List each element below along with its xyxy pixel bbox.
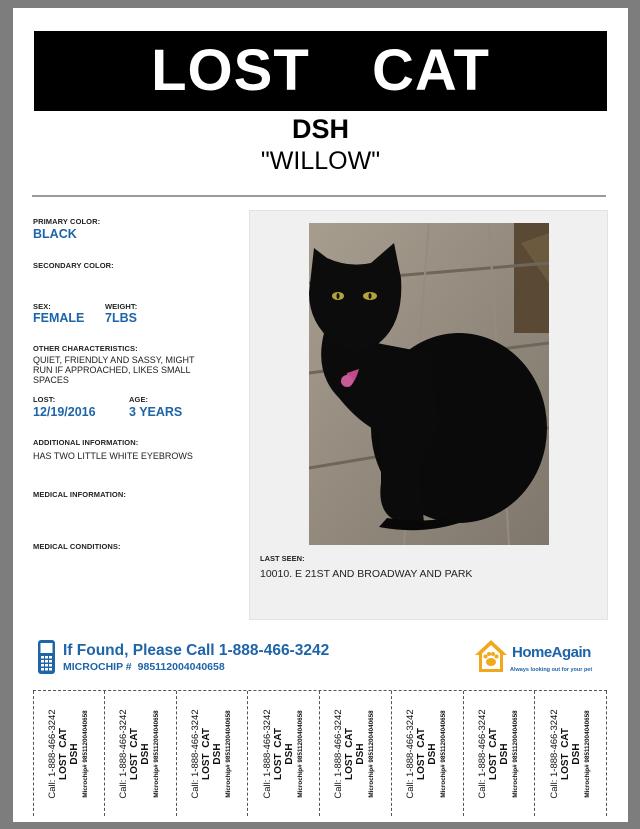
house-paw-icon <box>473 638 509 674</box>
tear-tab[interactable] <box>177 691 249 816</box>
homeagain-logo <box>473 638 613 684</box>
tear-tab-breed: DSH <box>283 742 295 765</box>
pet-name: "WILLOW" <box>260 147 381 175</box>
additional-info-value: HAS TWO LITTLE WHITE EYEBROWS <box>33 451 193 461</box>
tear-tab-call: Call: 1-888-466-3242 <box>405 708 417 799</box>
tear-tab-microchip: Microchip# 985112004040658 <box>368 709 376 798</box>
tear-tab-microchip: Microchip# 985112004040658 <box>153 709 161 798</box>
tear-tab-text <box>47 698 91 810</box>
tear-tab-text <box>549 698 593 810</box>
tear-tab-lost-cat: LOST CAT <box>272 727 284 780</box>
tear-tab-lost-cat: LOST CAT <box>487 727 499 780</box>
microchip-number: 985112004040658 <box>137 661 225 673</box>
tear-tab-breed: DSH <box>570 742 582 765</box>
other-characteristics-label: OTHER CHARACTERISTICS: <box>33 344 138 353</box>
age-label: AGE: <box>129 395 149 404</box>
cat-photo <box>309 223 549 545</box>
primary-color-label: PRIMARY COLOR: <box>33 217 101 226</box>
tear-tab[interactable] <box>33 691 105 816</box>
microchip-label: MICROCHIP # <box>63 661 132 673</box>
tear-tab[interactable] <box>320 691 392 816</box>
tear-tab-call: Call: 1-888-466-3242 <box>118 708 130 799</box>
medical-conditions-label: MEDICAL CONDITIONS: <box>33 542 121 551</box>
secondary-color-label: SECONDARY COLOR: <box>33 261 114 270</box>
tear-tab[interactable] <box>535 691 607 816</box>
tear-tab-breed: DSH <box>211 742 223 765</box>
other-characteristics-value: QUIET, FRIENDLY AND SASSY, MIGHT RUN IF APPROACHED, LIKES SMALL SPACES <box>33 355 195 385</box>
medical-info-label: MEDICAL INFORMATION: <box>33 490 126 499</box>
tear-tab-lost-cat: LOST CAT <box>129 727 141 780</box>
tear-tab-lost-cat: LOST CAT <box>200 727 212 780</box>
tear-tab-text <box>262 698 306 810</box>
tear-tab[interactable] <box>248 691 320 816</box>
sex-label: SEX: <box>33 302 51 311</box>
tear-tab-text <box>118 698 162 810</box>
flyer-sheet <box>13 8 628 822</box>
weight-label: WEIGHT: <box>105 302 138 311</box>
tear-tab-breed: DSH <box>140 742 152 765</box>
primary-color-value: BLACK <box>33 227 77 241</box>
last-seen-value: 10010. E 21ST AND BROADWAY AND PARK <box>260 568 473 580</box>
tear-tab-microchip: Microchip# 985112004040658 <box>511 709 519 798</box>
tear-tab[interactable] <box>464 691 536 816</box>
tear-tab-breed: DSH <box>68 742 80 765</box>
tear-tab-lost-cat: LOST CAT <box>559 727 571 780</box>
tear-tab-microchip: Microchip# 985112004040658 <box>81 709 89 798</box>
age-value: 3 YEARS <box>129 405 183 419</box>
homeagain-name: HomeAgain <box>512 644 591 661</box>
tear-tab-lost-cat: LOST CAT <box>416 727 428 780</box>
found-call-text: If Found, Please Call 1-888-466-3242 <box>63 642 330 659</box>
tear-tab-breed: DSH <box>355 742 367 765</box>
tear-tab-call: Call: 1-888-466-3242 <box>333 708 345 799</box>
tear-off-tabs <box>33 690 607 816</box>
tear-tab-microchip: Microchip# 985112004040658 <box>583 709 591 798</box>
microchip-line <box>63 661 225 673</box>
tear-tab[interactable] <box>105 691 177 816</box>
tear-tab-call: Call: 1-888-466-3242 <box>189 708 201 799</box>
mobile-phone-icon <box>37 639 56 675</box>
tear-tab-lost-cat: LOST CAT <box>57 727 69 780</box>
weight-value: 7LBS <box>105 311 137 325</box>
lost-date-value: 12/19/2016 <box>33 405 96 419</box>
tear-tab-breed: DSH <box>427 742 439 765</box>
tear-tab-lost-cat: LOST CAT <box>344 727 356 780</box>
tear-tab-breed: DSH <box>498 742 510 765</box>
tear-tab[interactable] <box>392 691 464 816</box>
breed-heading: DSH <box>291 114 349 144</box>
last-seen-label: LAST SEEN: <box>260 554 305 563</box>
tear-tab-call: Call: 1-888-466-3242 <box>476 708 488 799</box>
photo-panel <box>249 210 608 620</box>
lost-date-label: LOST: <box>33 395 56 404</box>
tear-tab-call: Call: 1-888-466-3242 <box>46 708 58 799</box>
tear-tab-text <box>477 698 521 810</box>
homeagain-tagline: Always looking out for your pet <box>510 667 593 673</box>
tear-tab-text <box>333 698 377 810</box>
tear-tab-call: Call: 1-888-466-3242 <box>548 708 560 799</box>
tear-tab-microchip: Microchip# 985112004040658 <box>296 709 304 798</box>
sex-value: FEMALE <box>33 311 85 325</box>
divider <box>32 195 606 197</box>
tear-tab-call: Call: 1-888-466-3242 <box>261 708 273 799</box>
additional-info-label: ADDITIONAL INFORMATION: <box>33 438 139 447</box>
lost-cat-banner: LOST CAT <box>34 31 607 111</box>
tear-tab-microchip: Microchip# 985112004040658 <box>440 709 448 798</box>
tear-tab-text <box>190 698 234 810</box>
tear-tab-microchip: Microchip# 985112004040658 <box>224 709 232 798</box>
tear-tab-text <box>405 698 449 810</box>
